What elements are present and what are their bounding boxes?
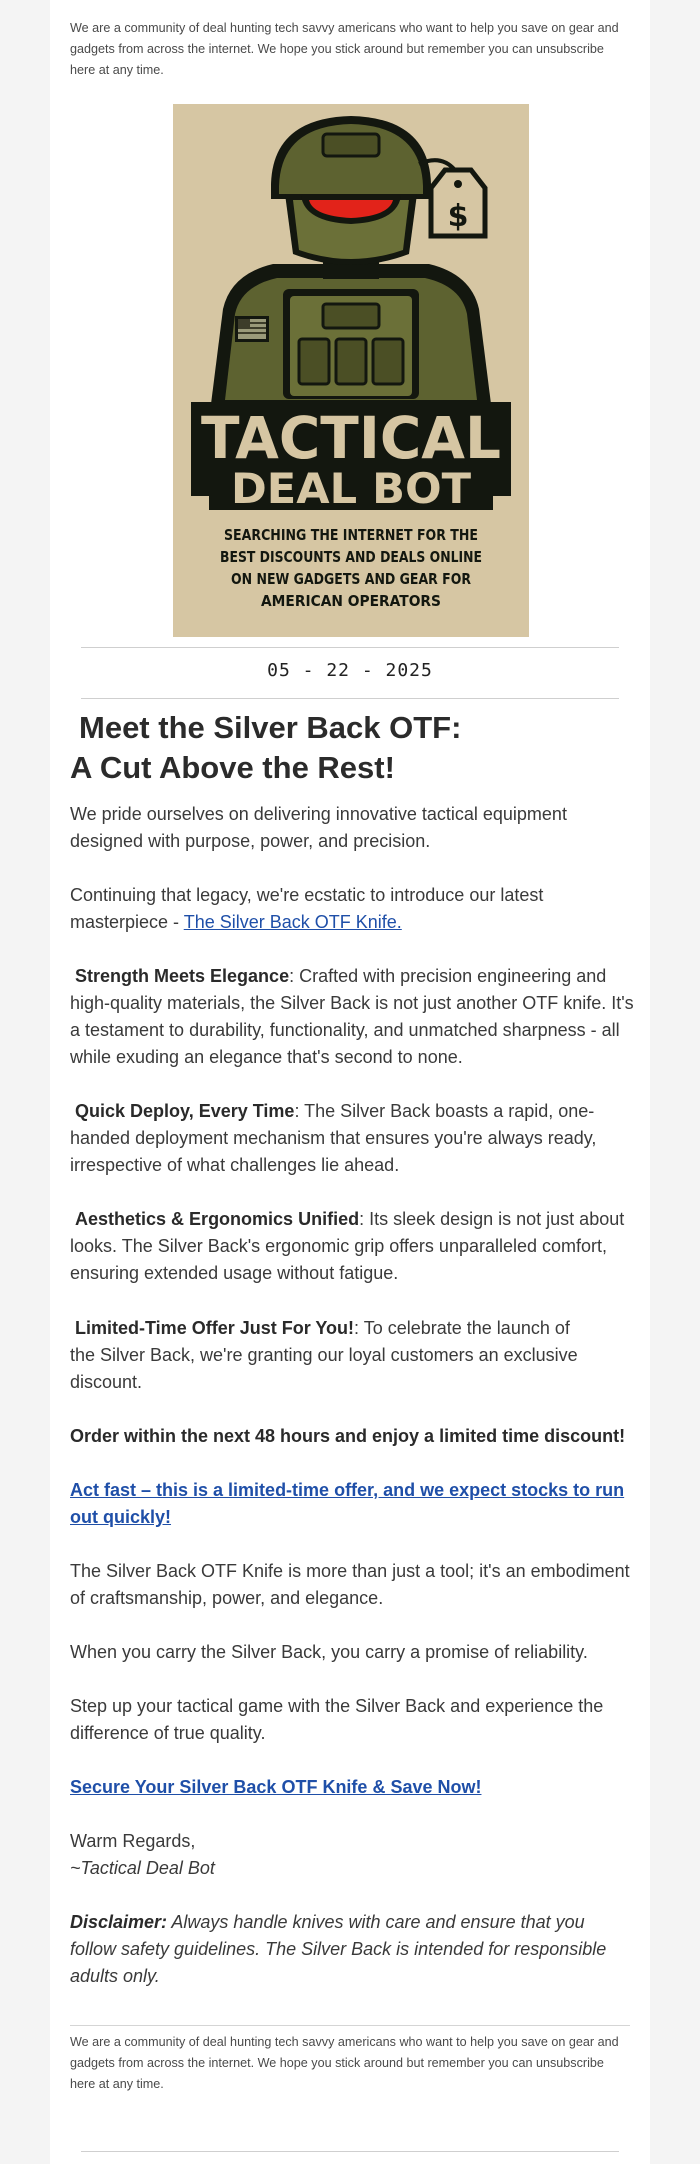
disclaimer-label: Disclaimer: [70, 1912, 168, 1932]
feature-ergonomics-title: Aesthetics & Ergonomics Unified [75, 1209, 360, 1229]
act-fast-link[interactable]: Act fast – this is a limited-time offer, and we expect stocks to run out quickly! [70, 1480, 625, 1527]
feature-limited-offer-title: Limited-Time Offer Just For You! [75, 1318, 355, 1338]
email-container [50, 0, 650, 2164]
feature-strength-title: Strength Meets Elegance [75, 966, 290, 986]
soldier-robot-illustration [173, 104, 529, 637]
date-divider-bottom [81, 698, 619, 699]
feature-limited-offer: Limited-Time Offer Just For You!: To celebrate the launch of the Silver Back, we're granting our loyal customers an exclusive discount. [70, 1318, 578, 1392]
flag-patch-icon [235, 316, 269, 342]
sign-off [70, 1828, 635, 1882]
signature: ~Tactical Deal Bot [70, 1858, 215, 1878]
intro-paragraph: We pride ourselves on delivering innovative tactical equipment designed with purpose, power, and precision. [70, 804, 567, 851]
intro-text: We are a community of deal hunting tech savvy americans who want to help you save on gear and gadgets from across the internet. We hope you stick around but remember you can unsubscribe here at any time. [70, 21, 619, 77]
footer-divider [70, 2025, 630, 2026]
footer-intro-text: We are a community of deal hunting tech savvy americans who want to help you save on gear and gadgets from across the internet. We hope you stick around but remember you can unsubscribe here at any time. [70, 2035, 619, 2091]
footer-rule [81, 2151, 619, 2152]
reliability-paragraph: When you carry the Silver Back, you carry a promise of reliability. [70, 1642, 588, 1662]
svg-text:$: $ [447, 199, 469, 234]
order-notice: Order within the next 48 hours and enjoy a limited time discount! [70, 1426, 626, 1446]
cta-paragraph [70, 1774, 635, 1801]
step-up-paragraph: Step up your tactical game with the Silver Back and experience the difference of true quality. [70, 1696, 604, 1743]
tool-paragraph: The Silver Back OTF Knife is more than just a tool; it's an embodiment of craftsmanship, power, and elegance. [70, 1561, 630, 1608]
banner-tagline-2: BEST DISCOUNTS AND DEALS ONLINE [220, 548, 482, 566]
banner-tagline-3: ON NEW GADGETS AND GEAR FOR [231, 570, 472, 588]
banner-tagline-1: SEARCHING THE INTERNET FOR THE [224, 526, 478, 544]
regards: Warm Regards, [70, 1831, 196, 1851]
page-title [70, 708, 630, 788]
disclaimer: Disclaimer: Always handle knives with care and ensure that you follow safety guidelines. The Silver Back is intended for responsible adults only. [70, 1912, 607, 1986]
headline-line2: A Cut Above the Rest! [70, 750, 395, 785]
date-divider-top [81, 647, 619, 648]
silver-back-knife-link[interactable]: The Silver Back OTF Knife. [183, 912, 402, 932]
feature-quick-deploy: Quick Deploy, Every Time: The Silver Back boasts a rapid, one-handed deployment mechanism that ensures you're always ready, irrespective of what challenges lie ahead. [70, 1101, 597, 1175]
headline-line1: Meet the Silver Back OTF: [79, 710, 462, 745]
feature-strength: Strength Meets Elegance: Crafted with precision engineering and high-quality materials, the Silver Back is not just another OTF knife. It's a testament to durability, functionality, and unmatched sharpness - all while exuding an elegance that's second to none. [70, 966, 634, 1067]
banner-tagline-4: AMERICAN OPERATORS [261, 592, 441, 610]
feature-ergonomics: Aesthetics & Ergonomics Unified: Its sleek design is not just about looks. The Silver Back's ergonomic grip offers unparalleled comfort, ensuring extended usage without fatigue. [70, 1209, 625, 1283]
issue-date: 05 - 22 - 2025 [267, 660, 433, 681]
legacy-paragraph: Continuing that legacy, we're ecstatic to introduce our latest masterpiece - The Silver Back OTF Knife. [70, 885, 544, 932]
banner-title-line1: TACTICAL [201, 404, 501, 472]
banner-title-line2: DEAL BOT [231, 464, 472, 513]
tactical-deal-bot-banner[interactable] [173, 104, 529, 637]
feature-quick-deploy-title: Quick Deploy, Every Time [75, 1101, 295, 1121]
secure-knife-cta-link[interactable]: Secure Your Silver Back OTF Knife & Save Now! [70, 1777, 482, 1797]
act-fast-paragraph [70, 1477, 630, 1531]
